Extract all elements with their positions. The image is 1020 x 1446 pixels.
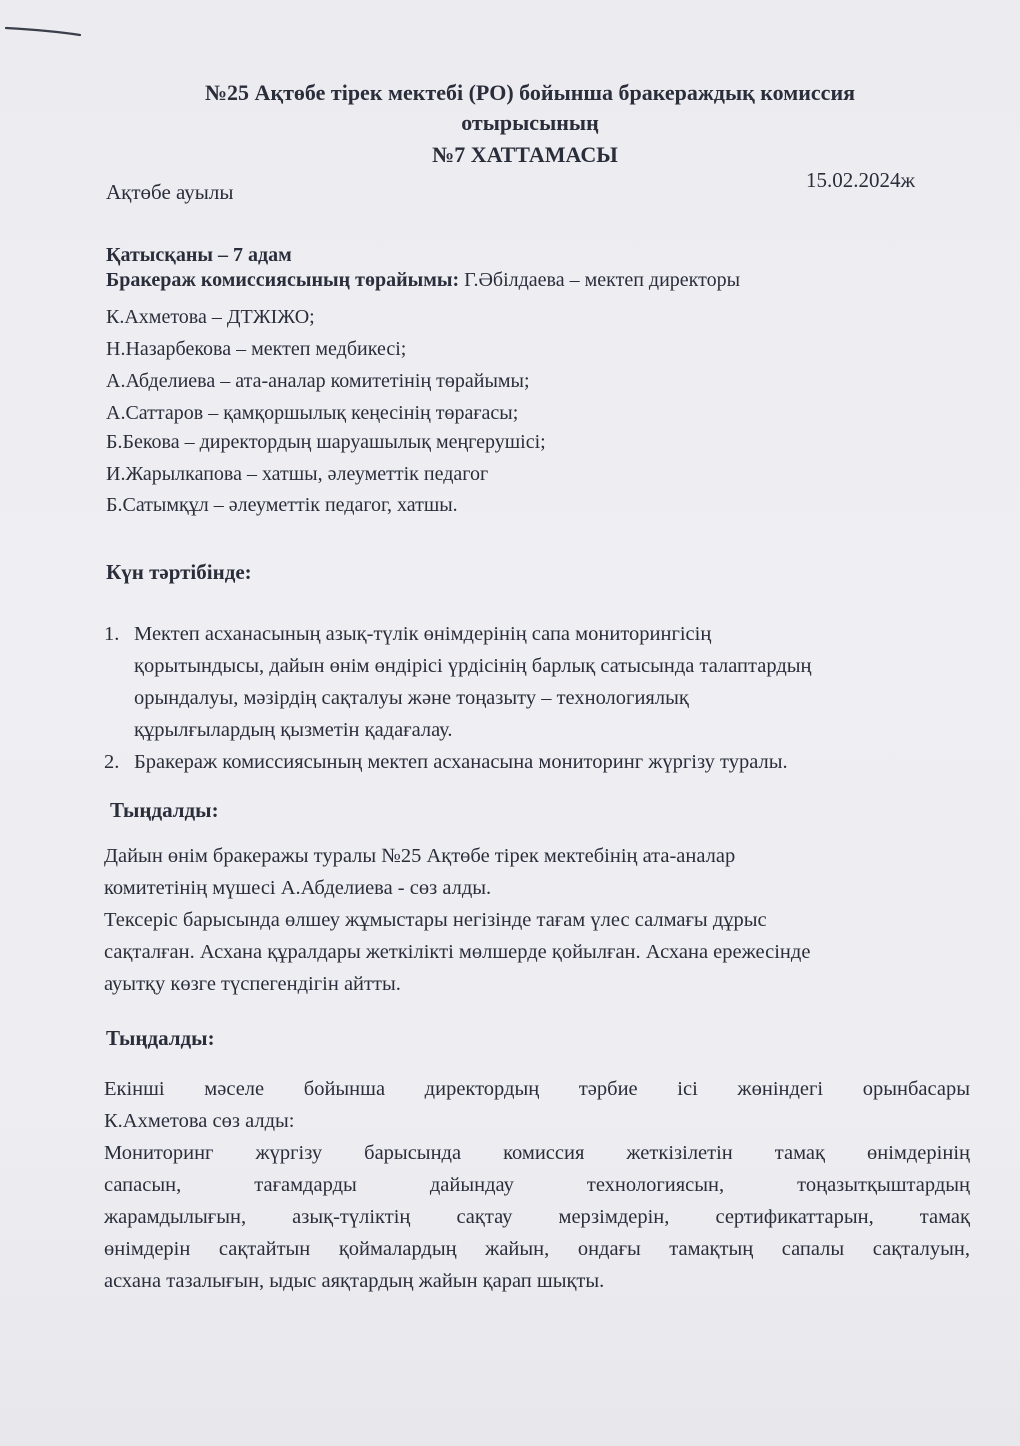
section1-heading: Тыңдалды: <box>110 798 219 822</box>
location: Ақтөбе ауылы <box>106 180 234 204</box>
attendance-count: Қатысқаны – 7 адам <box>106 244 292 266</box>
section1-body <box>104 840 970 1000</box>
agenda-heading: Күн тәртібінде: <box>106 560 252 584</box>
section1-line: Дайын өнім бракеражы туралы №25 Ақтөбе тірек мектебінің ата-аналар <box>104 845 736 867</box>
section2-line: К.Ахметова сөз алды: <box>104 1110 295 1132</box>
member-item: Б.Сатымқұл – әлеуметтік педагог, хатшы. <box>106 494 458 516</box>
chair-label: Бракераж комиссиясының төрайымы: <box>106 269 460 291</box>
section2-line: Мониторинг жүргізу барысында комиссия жеткізілетін тамақ өнімдерінің <box>104 1142 970 1164</box>
section2-body <box>104 1073 970 1297</box>
document-date: 15.02.2024ж <box>806 168 916 192</box>
member-item: Б.Бекова – директордың шаруашылық меңгерушісі; <box>106 431 546 453</box>
document-title-line1: №25 Ақтөбе тірек мектебі (РО) бойынша бракераждық комиссия <box>204 80 856 105</box>
section1-line: сақталған. Асхана құралдары жеткілікті мөлшерде қойылған. Асхана ережесінде <box>104 941 811 963</box>
agenda-item-number: 2. <box>104 751 120 773</box>
member-item: И.Жарылкапова – хатшы, әлеуметтік педагог <box>106 463 489 485</box>
section2-line: жарамдылығын, азық-түліктің сақтау мерзімдерін, сертификаттарын, тамақ <box>104 1206 970 1228</box>
agenda-item <box>104 746 944 778</box>
section2-line: Екінші мәселе бойынша директордың тәрбие ісі жөніндегі орынбасары <box>104 1078 970 1100</box>
protocol-number: №7 ХАТТАМАСЫ <box>432 142 618 167</box>
section2-line: асхана тазалығын, ыдыс аяқтардың жайын қарап шықты. <box>104 1270 605 1292</box>
section2-line: өнімдерін сақтайтын қоймалардың жайын, ондағы тамақтың сапалы сақталуын, <box>104 1238 970 1260</box>
agenda-item-line: Мектеп асханасының азық-түлік өнімдерінің сапа мониторингісің <box>134 623 712 645</box>
member-item: А.Абделиева – ата-аналар комитетінің төрайымы; <box>106 370 530 392</box>
chair-line <box>106 265 740 295</box>
agenda-item-line: құрылғылардың қызметін қадағалау. <box>134 719 453 741</box>
section2-heading: Тыңдалды: <box>106 1026 215 1050</box>
section1-line: ауытқу көзге түспегендігін айтты. <box>104 973 401 995</box>
agenda-item-line: Бракераж комиссиясының мектеп асханасына мониторинг жүргізу туралы. <box>134 751 788 773</box>
agenda-item-number: 1. <box>104 623 120 645</box>
member-item: А.Саттаров – қамқоршылық кеңесінің төрағасы; <box>106 402 519 424</box>
section1-line: комитетінің мүшесі А.Абделиева - сөз алды. <box>104 877 492 899</box>
member-item: Н.Назарбекова – мектеп медбикесі; <box>106 338 407 360</box>
agenda-list <box>104 618 944 778</box>
member-item: К.Ахметова – ДТЖІЖО; <box>106 306 315 328</box>
section2-line: сапасын, тағамдарды дайындау технологиясын, тоңазытқыштардың <box>104 1174 970 1196</box>
pen-mark <box>4 22 82 38</box>
document-title-line2: отырысының <box>461 110 599 135</box>
agenda-item <box>104 618 944 746</box>
section1-line: Тексеріс барысында өлшеу жұмыстары негізінде тағам үлес салмағы дұрыс <box>104 909 767 931</box>
chair-value: Г.Әбілдаева – мектеп директоры <box>459 269 741 291</box>
agenda-item-line: қорытындысы, дайын өнім өндірісі үрдісінің барлық сатысында талаптардың <box>134 655 812 677</box>
agenda-item-line: орындалуы, мәзірдің сақталуы және тоңазыту – технологиялық <box>134 687 689 709</box>
